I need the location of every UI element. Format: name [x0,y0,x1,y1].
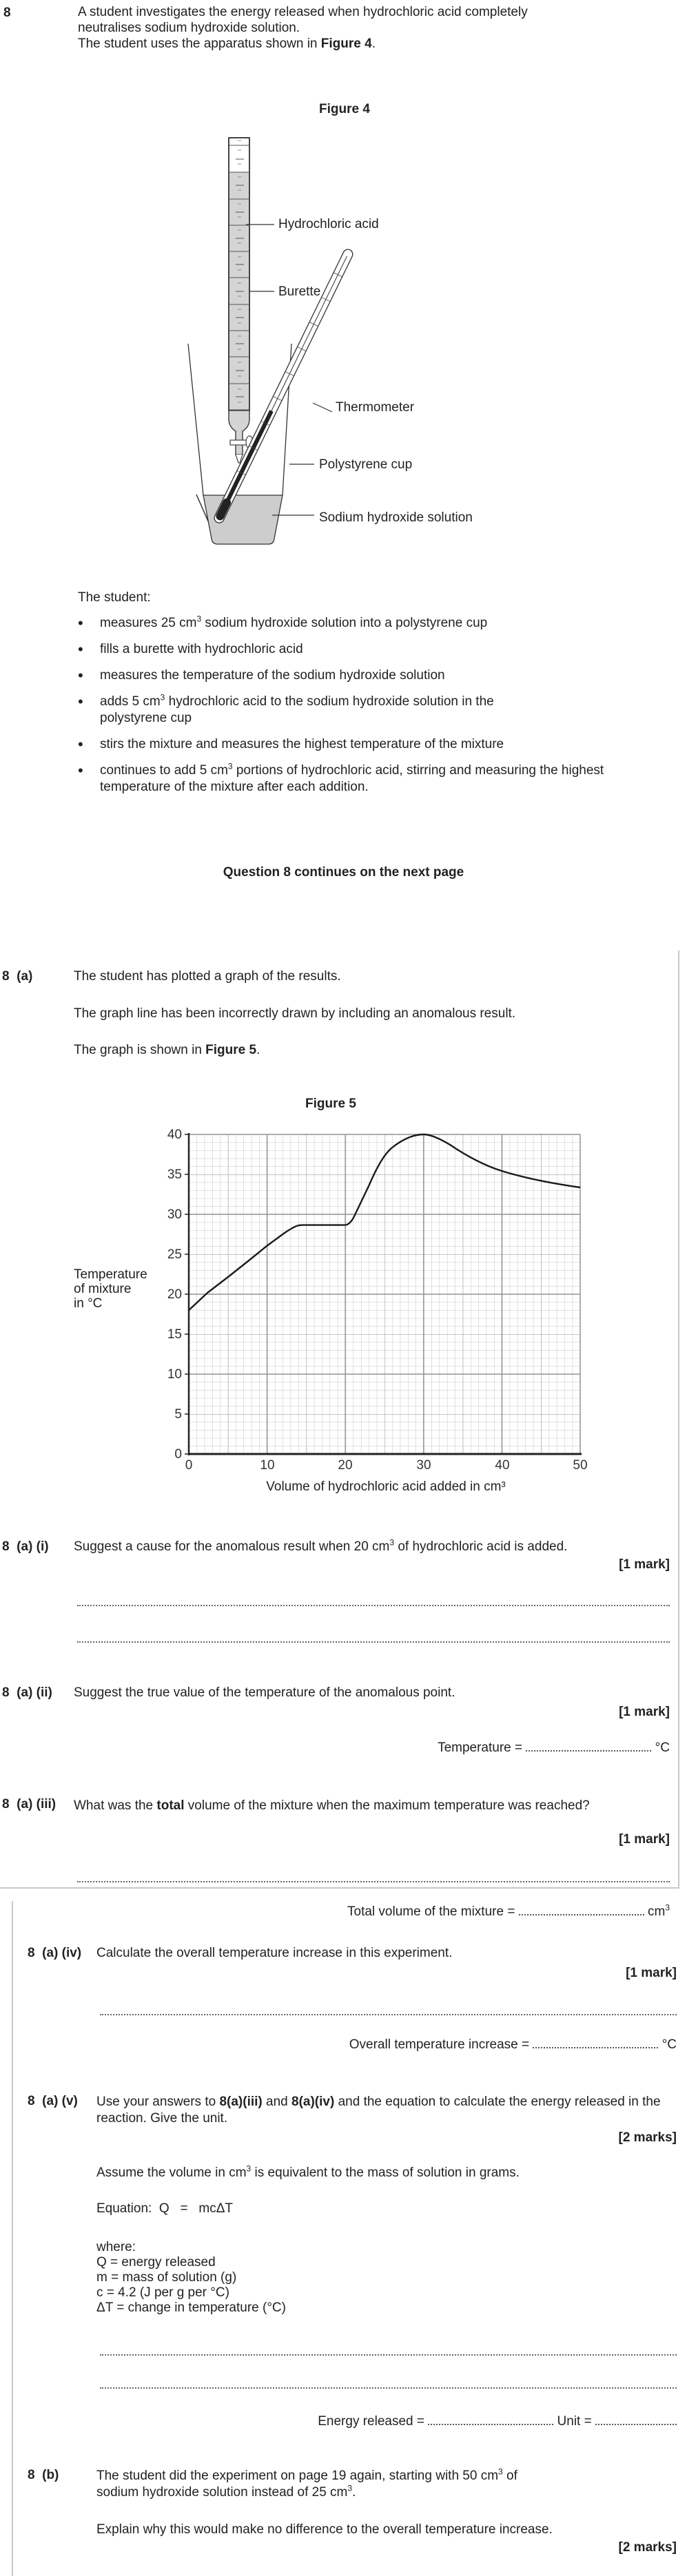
intro-line-2: neutralises sodium hydroxide solution. [78,21,300,35]
energy-released-answer-field[interactable] [428,2424,553,2425]
q8av-marks: [2 marks] [618,2130,677,2145]
x-tick-label: 40 [495,1458,510,1473]
method-step: • measures the temperature of the sodium hydroxide solution [78,667,670,684]
y-tick-label: 0 [174,1447,182,1462]
q8ai-label: 8 (a) (i) [2,1539,49,1554]
definition-q: Q = energy released [96,2255,216,2269]
figure-4-title: Figure 4 [319,102,370,116]
y-tick-label: 35 [167,1167,182,1182]
q8ai-question: Suggest a cause for the anomalous result when 20 $cm^3$ of hydrochloric acid is added. [74,1537,568,1554]
q8aiv-answer-line[interactable] [100,2014,677,2015]
definition-c: c = 4.2 (J per g per °C) [96,2285,229,2300]
q8aii-marks: [1 mark] [619,1705,670,1719]
q8av-label: 8 (a) (v) [28,2094,78,2108]
y-tick-label: 40 [167,1128,182,1142]
x-tick-label: 50 [573,1458,588,1473]
q8b-instruction: Explain why this would make no difference to the overall temperature increase. [96,2522,553,2537]
unit-answer-field[interactable] [595,2424,677,2425]
method-step: • measures 25 $cm^3$ sodium hydroxide solution into a polystyrene cup [78,615,670,632]
label-thermometer: Thermometer [336,400,415,415]
q8aiii-answer-line[interactable] [77,1881,670,1882]
q8a-label: 8 (a) [2,969,33,984]
q8aii-label: 8 (a) (ii) [2,1685,52,1700]
temperature-increase-answer-field[interactable] [533,2047,658,2048]
q8aiii-question: What was the total volume of the mixture when the maximum temperature was reached? [74,1798,590,1813]
method-step: • continues to add 5 $cm^3$ portions of hydrochloric acid, stirring and measuring the highest temperature of the mixture after each addition. [78,762,670,796]
x-tick-label: 10 [260,1458,275,1473]
q8b-label: 8 (b) [28,2468,59,2482]
q8aiii-label: 8 (a) (iii) [2,1797,57,1811]
y-tick-label: 15 [167,1327,182,1342]
q8b-marks: [2 marks] [618,2540,677,2555]
q8ai-marks: [1 mark] [619,1557,670,1572]
label-burette: Burette [278,284,321,299]
intro-line-3: The student uses the apparatus shown in Figure 4. [78,37,376,51]
q8aiv-answer-row: Overall temperature increase = °C [349,2037,677,2052]
y-tick-label: 30 [167,1207,182,1222]
q8a-line-3: The graph is shown in Figure 5. [74,1043,260,1057]
question-number: 8 [3,6,11,20]
intro-line-1: A student investigates the energy released when hydrochloric acid completely [78,5,528,19]
y-tick-label: 10 [167,1367,182,1382]
q8aiii-answer-row: Total volume of the mixture = $cm^3$ [347,1902,670,1919]
q8av-equation: Equation: Q = mcΔT [96,2201,234,2216]
method-step: • fills a burette with hydrochloric acid [78,641,670,658]
q8aiv-label: 8 (a) (iv) [28,1946,82,1960]
figure-5-graph [185,1130,586,1460]
x-tick-label: 20 [338,1458,353,1473]
q8a-line-2: The graph line has been incorrectly drawn by including an anomalous result. [74,1006,516,1021]
q8av-answer-row: Energy released = Unit = [207,2414,677,2429]
x-tick-label: 0 [185,1458,193,1473]
label-sodium-hydroxide-solution: Sodium hydroxide solution [319,510,473,525]
x-axis-label: Volume of hydrochloric acid added in cm³ [266,1479,506,1494]
label-polystyrene-cup: Polystyrene cup [319,457,413,472]
continues-note: Question 8 continues on the next page [223,865,464,880]
definition-delta-t: ΔT = change in temperature (°C) [96,2300,286,2315]
y-tick-label: 5 [174,1407,182,1422]
q8a-line-1: The student has plotted a graph of the results. [74,969,341,984]
y-tick-label: 20 [167,1287,182,1302]
definition-m: m = mass of solution (g) [96,2270,237,2285]
q8aiv-question: Calculate the overall temperature increase in this experiment. [96,1946,453,1960]
figure-5-title: Figure 5 [305,1097,356,1111]
q8aii-answer-row: Temperature = °C [438,1741,670,1755]
q8ai-answer-line-1[interactable] [77,1605,670,1606]
q8av-assumption: Assume the volume in $cm^3$ is equivalent to the mass of solution in grams. [96,2163,520,2180]
method-step: • stirs the mixture and measures the highest temperature of the mixture [78,736,670,753]
q8aii-question: Suggest the true value of the temperature of the anomalous point. [74,1685,455,1700]
figure-4-apparatus-diagram [172,131,531,558]
q8aiv-marks: [1 mark] [626,1966,677,1980]
label-hydrochloric-acid: Hydrochloric acid [278,217,379,231]
q8av-where: where: Q = energy released m = mass of solution (g) c = 4.2 (J per g per °C) ΔT = change in temperature (°C) [96,2240,286,2315]
method-steps [78,615,670,805]
y-axis-label: Temperature of mixture in °C [74,1267,147,1311]
temperature-answer-field[interactable] [526,1750,651,1752]
x-tick-label: 30 [416,1458,431,1473]
q8av-question: Use your answers to 8(a)(iii) and 8(a)(iv) and the equation to calculate the energy released in the reaction. Give the unit. [96,2095,661,2126]
y-tick-label: 25 [167,1247,182,1262]
q8ai-answer-line-2[interactable] [77,1641,670,1643]
q8aiii-marks: [1 mark] [619,1832,670,1847]
burette-icon [229,138,253,463]
q8av-working-line-2[interactable] [100,2387,677,2389]
method-step: • adds 5 $cm^3$ hydrochloric acid to the sodium hydroxide solution in the polystyrene cup [78,694,670,727]
q8av-working-line-1[interactable] [100,2354,677,2356]
question-intro [78,4,643,52]
q8b-question: The student did the experiment on page 19 again, starting with 50 $cm^3$ of sodium hydroxide solution instead of 25 $cm^3$. [96,2466,517,2500]
method-heading: The student: [78,590,151,605]
